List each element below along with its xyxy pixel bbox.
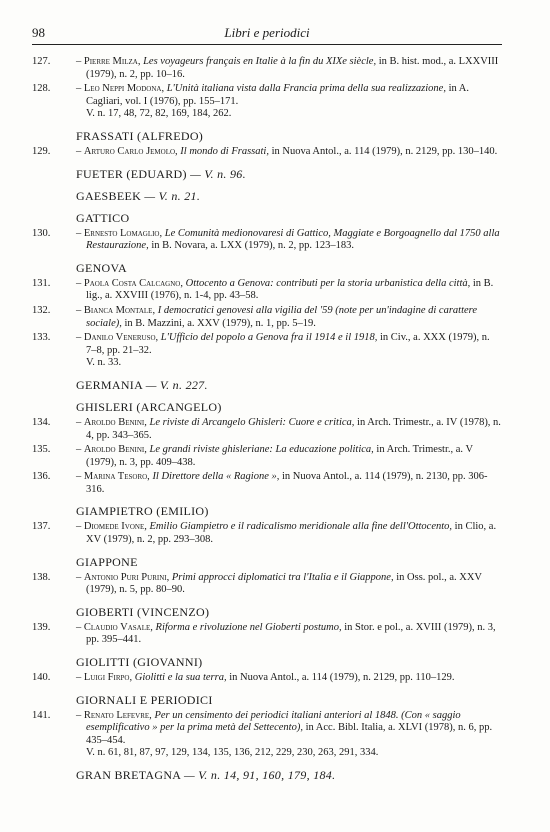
entry-title: Riforma e rivoluzione nel Gioberti postumo,: [155, 621, 342, 633]
section-heading-text: GAESBEEK: [76, 188, 142, 203]
entry-title: Ottocento a Genova: contributi per la storia urbanistica della città,: [185, 277, 471, 289]
bibliography-entry: [32, 417, 502, 442]
bibliography-entry: [32, 672, 502, 685]
entry-title: L'Ufficio del popolo a Genova fra il 1914 e il 1918,: [160, 332, 378, 344]
entry-number: 137.: [32, 521, 51, 533]
entry-title: L'Unità italiana vista dalla Francia prima della sua realizzazione,: [166, 83, 446, 95]
entry-author: Diomede Ivone,: [83, 521, 147, 533]
section-heading-text: GRAN BRETAGNA: [76, 768, 181, 782]
entry-dash: –: [76, 416, 84, 428]
section-heading: [32, 693, 502, 707]
entry-cross-reference: V. n. 33.: [86, 357, 122, 369]
entry-citation: in Oss. pol., a. XXV (1979), n. 5, pp. 80–90.: [86, 571, 482, 596]
entry-title: Il Direttore della « Ragione »,: [152, 471, 280, 483]
entry-number: 127.: [32, 56, 51, 67]
cross-reference: — V. n. 21.: [144, 188, 201, 203]
entry-author: Aroldo Benini,: [83, 416, 147, 428]
entry-dash: –: [76, 304, 84, 316]
entry-citation: in Arch. Trimestr., a. IV (1978), n. 4, pp. 343–365.: [86, 416, 501, 441]
section-heading: [32, 605, 502, 619]
section-heading-text: GIAPPONE: [76, 554, 138, 569]
cross-reference: — V. n. 14, 91, 160, 179, 184.: [183, 768, 336, 782]
section-heading: [32, 211, 502, 225]
entry-dash: –: [76, 709, 84, 721]
entry-dash: –: [76, 332, 84, 344]
section-heading: [32, 189, 502, 203]
entry-dash: –: [76, 145, 84, 157]
entry-text: [76, 572, 502, 597]
section-heading: [32, 504, 502, 518]
section-heading-text: FUETER (EDUARD): [76, 166, 187, 181]
section-heading-text: GIORNALI E PERIODICI: [76, 692, 213, 707]
entry-number: 128.: [32, 83, 51, 95]
entry-dash: –: [76, 444, 84, 456]
entry-citation: in Nuova Antol., a. 114 (1979), n. 2130, pp. 306-316.: [86, 471, 488, 495]
section-heading: [32, 555, 502, 569]
bibliography-entry: [32, 622, 502, 647]
entry-text: [76, 471, 502, 496]
entry-number: 130.: [32, 227, 51, 239]
entry-text: [76, 83, 502, 108]
section-heading-text: GIOBERTI (VINCENZO): [76, 604, 210, 619]
entry-title: Le grandi riviste ghisleriane: La educazione politica,: [149, 444, 374, 456]
entry-citation: in Nuova Antol., a. 114 (1979), n. 2129, pp. 110–129.: [229, 672, 455, 684]
entry-number: 132.: [32, 304, 51, 316]
entry-title: Il mondo di Frassati,: [180, 145, 269, 157]
entry-title: Emilio Giampietro e il radicalismo meridionale alla fine dell'Ottocento,: [149, 521, 453, 533]
entry-citation: in Arch. Trimestr., a. V (1979), n. 3, pp. 409–438.: [86, 444, 473, 468]
bibliography-entry: [32, 278, 502, 303]
entry-text: [76, 305, 502, 330]
entry-citation: in Stor. e pol., a. XVIII (1979), n. 3, pp. 395–441.: [86, 621, 496, 646]
entry-number: 138.: [32, 571, 51, 583]
entry-author: Claudio Vasale,: [83, 621, 153, 633]
entry-author: Luigi Firpo,: [83, 672, 133, 684]
section-heading: [32, 261, 502, 275]
entry-dash: –: [76, 277, 84, 289]
entry-author: Arturo Carlo Jemolo,: [83, 145, 178, 157]
entry-author: Antonio Puri Purini,: [83, 571, 170, 583]
entry-citation: in Clio, a. XV (1979), n. 2, pp. 293–308.: [86, 521, 497, 546]
entry-text: [76, 278, 502, 303]
entry-dash: –: [76, 521, 84, 533]
bibliography-entry: [32, 305, 502, 330]
entry-text: [76, 228, 502, 253]
section-heading: [32, 655, 502, 669]
page-number: 98: [32, 25, 45, 40]
entry-title: Per un censimento dei periodici italiani anteriori al 1848. (Con « saggio esemplificativo » per la prima metà del Settecento),: [86, 709, 461, 734]
entry-author: Bianca Montale,: [83, 304, 156, 316]
entry-number: 135.: [32, 444, 51, 456]
bibliography-entry: [32, 83, 502, 121]
entry-dash: –: [76, 56, 84, 67]
bibliography-entry: [32, 228, 502, 253]
entry-text: [76, 521, 502, 546]
entry-text: [76, 146, 502, 159]
entry-number: 140.: [32, 672, 51, 684]
entry-title: Le riviste di Arcangelo Ghisleri: Cuore e critica,: [149, 416, 355, 428]
entry-author: Leo Neppi Modona,: [83, 83, 165, 95]
entry-text: [76, 622, 502, 647]
entry-title: Le Comunità medionovaresi di Gattico, Maggiate e Borgoagnello dal 1750 alla Restaurazione,: [86, 227, 500, 252]
section-heading: [32, 400, 502, 414]
bibliography-entry: [32, 471, 502, 496]
section-heading: [32, 378, 502, 392]
bibliography-entry: [32, 56, 502, 81]
entry-citation: in B. hist. mod., a. LXXVIII (1979), n. 2, pp. 10–16.: [86, 56, 499, 80]
section-heading-text: GIAMPIETRO (EMILIO): [76, 504, 209, 519]
entry-author: Ernesto Lomaglio,: [83, 227, 163, 239]
entry-text: [76, 444, 502, 469]
entry-number: 133.: [32, 332, 51, 344]
entry-dash: –: [76, 621, 84, 633]
bibliography-entry: [32, 572, 502, 597]
entry-author: Aroldo Benini,: [83, 444, 147, 456]
section-heading-text: FRASSATI (ALFREDO): [76, 128, 204, 143]
entry-author: Danilo Veneruso,: [83, 332, 159, 344]
entry-text: [76, 672, 502, 685]
section-heading-text: GHISLERI (ARCANGELO): [76, 399, 222, 414]
entry-title: Primi approcci diplomatici tra l'Italia e il Giappone,: [171, 571, 394, 583]
entry-number: 134.: [32, 416, 51, 428]
entry-number: 141.: [32, 709, 51, 721]
entry-author: Marina Tesoro,: [83, 471, 150, 483]
entry-citation: in A. Cagliari, vol. I (1976), pp. 155–171.: [86, 83, 469, 107]
bibliography-entry: [32, 146, 502, 159]
section-heading-text: GIOLITTI (GIOVANNI): [76, 655, 203, 670]
entry-text: [76, 417, 502, 442]
entry-text: [76, 332, 502, 357]
entry-dash: –: [76, 227, 84, 239]
entry-number: 136.: [32, 471, 51, 483]
cross-reference: — V. n. 96.: [190, 166, 246, 181]
entry-author: Pierre Milza,: [83, 56, 141, 67]
bibliography-entry: [32, 710, 502, 760]
entry-dash: –: [76, 571, 84, 583]
entry-citation: in B. Mazzini, a. XXV (1979), n. 1, pp. 5–19.: [124, 317, 316, 329]
entry-cross-reference: V. n. 17, 48, 72, 82, 169, 184, 262.: [86, 108, 232, 120]
bibliography-list: [32, 56, 502, 785]
entry-text: [76, 56, 502, 81]
section-heading-text: GENOVA: [76, 260, 127, 275]
entry-text: [76, 710, 502, 748]
entry-citation: in B. Novara, a. LXX (1979), n. 2, pp. 123–183.: [151, 240, 355, 252]
entry-number: 131.: [32, 277, 51, 289]
entry-cross-reference: V. n. 61, 81, 87, 97, 129, 134, 135, 136, 212, 229, 230, 263, 291, 334.: [86, 747, 379, 759]
entry-author: Renato Lefevre,: [83, 709, 152, 721]
entry-number: 129.: [32, 145, 51, 157]
bibliography-entry: [32, 332, 502, 370]
entry-citation: in Acc. Bibl. Italia, a. XLVI (1978), n. 6, pp. 435–454.: [86, 722, 493, 746]
entry-dash: –: [76, 83, 84, 95]
page-header: [32, 24, 502, 45]
section-heading: [32, 167, 502, 181]
entry-author: Paola Costa Calcagno,: [83, 277, 183, 289]
entry-citation: in Nuova Antol., a. 114 (1979), n. 2129, pp. 130–140.: [271, 145, 498, 157]
entry-number: 139.: [32, 621, 51, 633]
section-heading: [32, 129, 502, 143]
section-heading-text: GATTICO: [76, 210, 130, 225]
cross-reference: — V. n. 227.: [145, 377, 208, 392]
bibliography-entry: [32, 444, 502, 469]
entry-citation: in B. lig., a. XXVIII (1976), n. 1-4, pp. 43–58.: [86, 277, 494, 302]
entry-dash: –: [76, 672, 84, 684]
section-heading-text: GERMANIA: [76, 377, 143, 392]
section-heading: [32, 768, 502, 782]
entry-title: Giolitti e la sua terra,: [134, 672, 227, 684]
running-title: Libri e periodici: [224, 25, 310, 40]
entry-citation: in Civ., a. XXX (1979), n. 7–8, pp. 21–32.: [86, 332, 490, 356]
bibliography-entry: [32, 521, 502, 546]
entry-title: Les voyageurs français en Italie à la fin du XIXe siècle,: [143, 56, 377, 67]
entry-dash: –: [76, 471, 84, 483]
entry-title: I democratici genovesi alla vigilia del '59 (note per un'indagine di carattere sociale),: [86, 304, 478, 329]
